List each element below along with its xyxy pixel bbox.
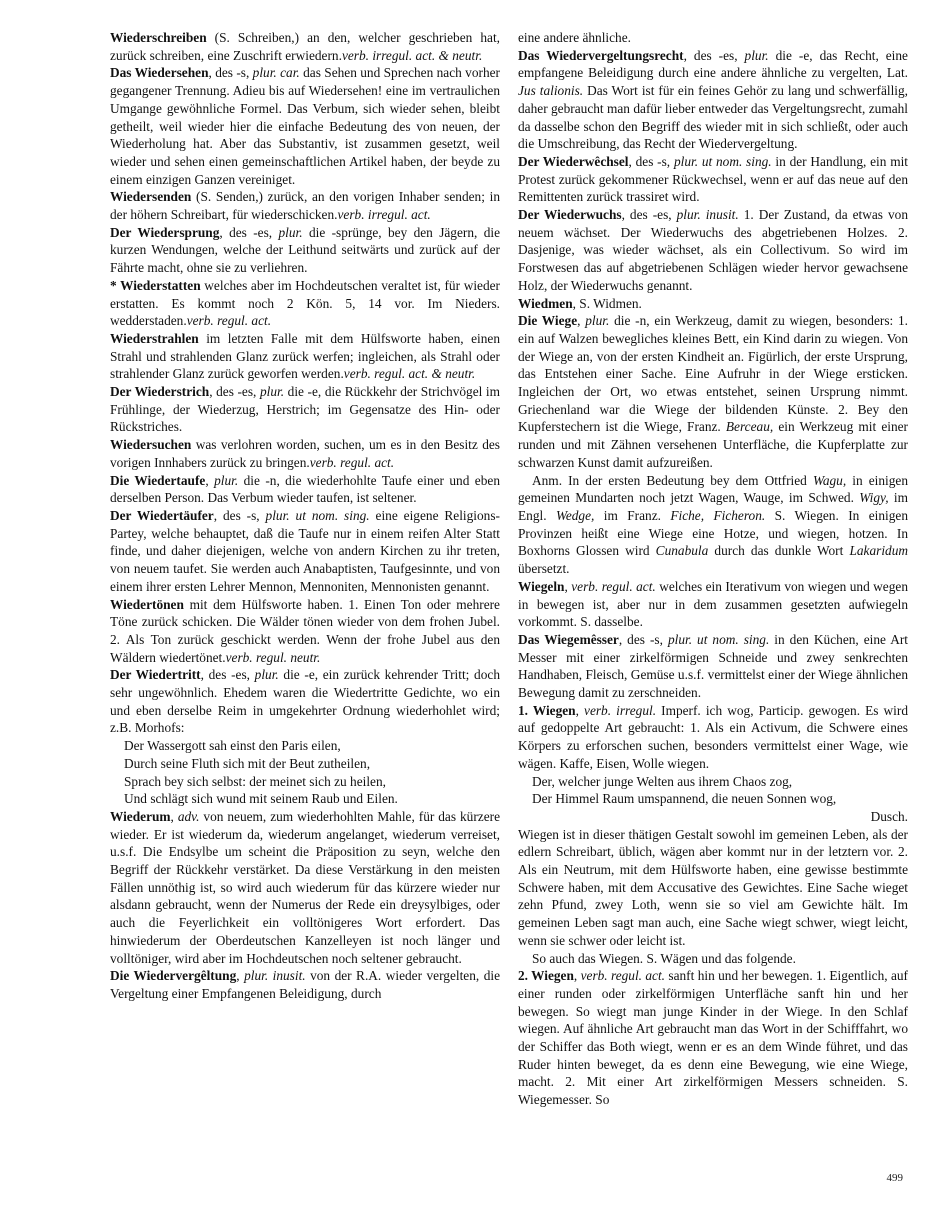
- grammar-note: plur.: [744, 47, 769, 63]
- dictionary-entry: [110, 472, 500, 507]
- entry-text: eine eigene Religions-Partey, welche behauptet, daß die Taufe nur in einem reifen Alter Statt finde, und daher diejenigen, welche von andern Kirchen zu ihr treten, von neuem taufet. Sie werden auch Anabaptisten, Taufgesinnte, und von einem ihrer ersten Lehrer Mennon, Mennoniten, Mennonisten genannt.: [110, 507, 500, 594]
- entry-text: ,: [170, 808, 178, 824]
- grammar-note: Fiche, Ficheron.: [670, 507, 766, 523]
- entry-text: ,: [575, 702, 585, 718]
- grammar-note: Wigy,: [859, 490, 889, 506]
- verse-line: Der Himmel Raum umspannend, die neuen Sonnen wog,: [532, 791, 837, 807]
- entry-headword: * Wiederstatten: [110, 277, 201, 293]
- entry-text: im letzten Falle mit dem Hülfsworte haben, einen Strahl und strahlenden Glanz zurück werfen; ingleichen, als Strahl oder strahlender Glanz zurück geworfen werden.: [110, 330, 500, 382]
- grammar-note: verb. regul. act.: [580, 968, 666, 984]
- grammar-note: plur. ut nom. sing.: [667, 631, 770, 647]
- entry-text: Anm. In der ersten Bedeutung bey dem Ottfried: [532, 472, 813, 488]
- entry-text: , des -es,: [219, 224, 279, 240]
- grammar-note: verb. irregul.: [584, 702, 657, 718]
- entry-text: S. Wiegen. In einigen Provinzen heißt eine Wiege eine Hotze, und wiegen, hotzen. In Boxhorns Glossen wird: [518, 507, 908, 559]
- entry-text: die -n, die wiederhohlte Taufe einer und eben derselben Person. Das Verbum wieder taufen, ist seltener.: [110, 472, 501, 506]
- grammar-note: verb. regul. act.: [186, 313, 272, 329]
- grammar-note: verb. irregul. act. & neutr.: [341, 47, 483, 63]
- verse-line: Durch seine Fluth sich mit der Beut zutheilen,: [124, 755, 371, 771]
- grammar-note: verb. regul. act.: [309, 454, 395, 470]
- entry-text: , des -es,: [200, 667, 255, 683]
- entry-headword: Wiedersenden: [110, 189, 192, 205]
- entry-text: (S. Schreiben,) an den, welcher geschrieben hat, zurück schreiben, eine Zuschrift erwiedern.: [110, 30, 500, 63]
- entry-text: ,: [205, 472, 215, 488]
- dictionary-entry: [110, 666, 500, 737]
- entry-text: welches ein Iterativum von wiegen und wegen in bewegen ist, aber nur in dem zusammen gesetzten aufwiegeln vorkommt. S. dasselbe.: [518, 578, 908, 630]
- dictionary-entry: [518, 967, 908, 1109]
- grammar-note: verb. irregul. act.: [337, 207, 431, 223]
- dictionary-entry: [110, 383, 500, 436]
- entry-text: welches aber im Hochdeutschen veraltet ist, für wieder erstatten. Es kommt noch 2 Kön. 5, 14 vor. Im Nieders. wedderstaden.: [110, 277, 501, 329]
- grammar-note: plur.: [214, 472, 239, 488]
- entry-headword: 2. Wiegen: [518, 968, 574, 984]
- grammar-note: Wedge,: [555, 507, 595, 523]
- dictionary-entry: [110, 188, 500, 223]
- verse-author: Dusch.: [870, 808, 908, 824]
- entry-text: ein Werkzeug mit einer runden und mit Zähnen versehenen Unterfläche, die Kupferplatte zur schwarzen Kunst damit aufzureißen.: [518, 419, 908, 470]
- entry-headword: Wiederum: [110, 808, 171, 824]
- entry-text: in den Küchen, eine Art Messer mit einer zirkelförmigen Schneide und zwey senkrechten Handhaben, Fleisch, Gemüse u.s.f. vermittelst einer der Wiege ähnlichen Bewegung damit zu zerschneiden.: [518, 631, 909, 701]
- entry-headword: 1. Wiegen: [518, 702, 576, 718]
- dictionary-entry: [110, 507, 500, 596]
- entry-headword: Wiederschreiben: [110, 30, 207, 45]
- entry-text: in einigen gemeinen Mundarten noch jetzt Wagen, Wauge, im Schwed.: [518, 472, 908, 506]
- grammar-note: plur.: [585, 313, 610, 329]
- grammar-note: plur. car.: [252, 65, 300, 81]
- entry-headword: Das Wiedersehen: [110, 65, 209, 81]
- entry-text: Imperf. ich wog, Particip. gewogen. Es wird auf gedoppelte Art gebraucht: 1. Als ein Activum, die Schwere eines Körpers zu erforschen suchen, besonders vermittelst einer Wage, wie wägen. Kaffe, Eisen, Wolle wiegen.: [518, 702, 908, 771]
- entry-headword: Der Wiederwêchsel: [518, 153, 629, 169]
- entry-headword: Die Wiedervergêltung: [110, 968, 237, 984]
- entry-text: im Engl.: [518, 490, 908, 523]
- entry-text: sanft hin und her bewegen. 1. Eigentlich, auf einer runden oder zirkelförmigen Unterfläche sanft hin und her bewegen. So wiegt man junge Kinder in der Wiege. In den Schlaf wiegen. Auf ähnliche Art gebraucht man das Wort in der Schifffahrt, wo der Schiffer das Both wiegt, wenn er es an dem Winde führet, und das Ruder hinten beweget, da es denn eine Bewegung, wie eine Wiege, macht. 2. Mit einer Art zirkelförmigen Messers schneiden. S. Wiegemesser. So: [518, 968, 908, 1108]
- entry-text: Das Wort ist für ein feines Gehör zu lang und schwerfällig, daher gebraucht man dafür lieber entweder das Vergeltungsrecht, zumahl da dasselbe schon den Begriff des wieder mit in sich schließt, oder auch die Umschreibung, das Recht der Wiedervergeltung.: [518, 83, 908, 152]
- entry-text: , des -s,: [208, 65, 253, 81]
- entry-text: , des -s,: [213, 507, 266, 523]
- right-entries: [518, 29, 908, 773]
- entry-text: Wiegen ist in dieser thätigen Gestalt sowohl im gemeinen Leben, als der edlern Schreibart, üblich, wägen aber kommt nur in der letztern vor. 2. Als ein Neutrum, mit dem Hülfsworte haben, eine gewisse bestimmte Schwere haben, mit dem Accusative des Gewichtes. Eine Sache wieget zehn Pfund, zwey Loth, wenn sie so viel am Gewichte hält. Im gemeinen Leben sagt man auch, eine Sache wiegt schwer, wiegt leicht, wenn sie schwer oder leicht ist.: [518, 826, 908, 948]
- entry-text: die -e, die Rückkehr der Strichvögel im Frühlinge, der Wiederzug, Herstrich; im Gegensatze des Hin- oder Rückstriches.: [110, 384, 501, 435]
- entry-text: die -e, ein zurück kehrender Tritt; doch sehr ungewöhnlich. Ehedem waren die Wiedertritte Gedichte, wo ein und eben derselbe Reim in umgekehrter Ordnung wiederhohlet wird; z.B. Morhofs:: [110, 667, 500, 736]
- dictionary-entry: [110, 808, 500, 967]
- entry-text: ,: [564, 578, 572, 594]
- entry-text: eine andere ähnliche.: [518, 30, 631, 45]
- left-entries-continued: [110, 808, 500, 1003]
- left-verse: [124, 737, 500, 808]
- entry-text: ,: [573, 968, 581, 984]
- entry-text: , des -es,: [209, 384, 260, 400]
- grammar-note: plur. inusit.: [244, 968, 306, 984]
- dictionary-entry: [110, 277, 500, 330]
- dictionary-entry: [518, 295, 908, 313]
- dictionary-entry: [110, 436, 500, 471]
- dictionary-entry: [110, 64, 500, 188]
- entry-headword: Wiegeln: [518, 578, 565, 594]
- entry-text: , S. Widmen.: [572, 295, 642, 311]
- grammar-note: Lakaridum: [849, 543, 909, 559]
- grammar-note: verb. regul. neutr.: [225, 649, 321, 665]
- entry-headword: Der Wiedertäufer: [110, 507, 214, 523]
- right-entries-continued: [518, 826, 908, 1109]
- grammar-note: plur.: [254, 667, 279, 683]
- grammar-note: Berceau,: [725, 419, 774, 435]
- grammar-note: Cunabula: [655, 543, 709, 559]
- right-verse: [532, 773, 908, 808]
- dictionary-entry: [110, 330, 500, 383]
- dictionary-entry: [518, 29, 908, 47]
- entry-headword: Der Wiedersprung: [110, 224, 220, 240]
- entry-headword: Der Wiedertritt: [110, 667, 201, 683]
- entry-text: in der Handlung, ein mit Protest zurück gekommener Rückwechsel, wenn er auf das neue auf den Remittenten zurück trassiret wird.: [518, 153, 909, 205]
- entry-text: ,: [577, 313, 586, 329]
- dictionary-entry: [110, 596, 500, 667]
- dictionary-entry: [518, 578, 908, 631]
- entry-text: , des -es,: [621, 207, 677, 223]
- entry-headword: Wiedmen: [518, 295, 573, 311]
- entry-headword: Wiedersuchen: [110, 437, 192, 453]
- entry-headword: Der Wiederwuchs: [518, 207, 622, 223]
- entry-text: , des -s,: [628, 153, 674, 169]
- entry-headword: Die Wiege: [518, 313, 578, 329]
- grammar-note: verb. regul. act. & neutr.: [343, 366, 476, 382]
- dictionary-entry: [518, 312, 908, 471]
- entry-text: übersetzt.: [518, 561, 570, 577]
- grammar-note: plur.: [259, 384, 285, 400]
- entry-text: durch das dunkle Wort: [708, 543, 850, 559]
- verse-line: Der, welcher junge Welten aus ihrem Chaos zog,: [532, 773, 793, 789]
- grammar-note: verb. regul. act.: [571, 578, 656, 594]
- grammar-note: adv.: [177, 808, 200, 824]
- entry-headword: Wiederstrahlen: [110, 330, 199, 346]
- dictionary-entry: [110, 967, 500, 1002]
- dictionary-entry: [110, 224, 500, 277]
- entry-text: die -sprünge, bey den Jägern, die kurzen Wendungen, welche der Leithund seitwärts und zurück auf der Fährte macht, ohne sie zu verliehren.: [110, 224, 501, 276]
- grammar-note: plur. inusit.: [676, 207, 739, 223]
- entry-headword: Das Wiedervergeltungsrecht: [518, 47, 684, 63]
- grammar-note: plur. ut nom. sing.: [673, 153, 772, 169]
- entry-text: von der R.A. wieder vergelten, die Vergeltung einer Empfangenen Beleidigung, durch: [110, 968, 500, 1001]
- entry-text: die -e, das Recht, eine empfangene Beleidigung durch eine andere ähnliche zu vergelten, Lat.: [518, 47, 908, 81]
- entry-text: (S. Senden,) zurück, an den vorigen Inhaber senden; in der höhern Schreibart, für wiederschicken.: [110, 189, 500, 223]
- entry-text: von neuem, zum wiederhohlten Mahle, für das kürzere wieder. Er ist wiederum da, wiederum angelanget, wiederum verreiset, u.s.f. Die Endsylbe um scheint die Präposition zu seyn, welche den Begriff der Rückkehr verstärket. Da diese Verstärkung in den meisten Fällen unnöthig ist, so wird auch wiederum für das kürzere wieder nur alsdann gebraucht, wenn der Numerus der Rede ein dreysylbiges, oder auch die Feyerlichkeit ein volltönigeres Wort erfordert. Das hinwiederum der Oberdeutschen Kanzelleyen ist noch länger und volltöniger, wird aber im Hochdeutschen noch seltener gebraucht.: [110, 808, 500, 966]
- right-column: [518, 29, 908, 1210]
- entry-text: was verlohren worden, suchen, um es in den Besitz des vorigen Innhabers zurück zu bringen.: [110, 437, 500, 470]
- entry-headword: Der Wiederstrich: [110, 384, 210, 400]
- dictionary-entry: [518, 153, 908, 206]
- page-number: 499: [886, 1172, 903, 1184]
- dictionary-entry: [518, 950, 908, 968]
- dictionary-entry: [518, 206, 908, 295]
- grammar-note: Jus talionis.: [518, 83, 584, 99]
- entry-text: das Sehen und Sprechen nach vorher gegangener Trennung. Adieu bis auf Wiedersehen! eine im vertraulichen Umgange gewöhnliche Formel. Das Verbum, sich wieder sehen, bleibt getheilt, weil wieder hier die einfache Bedeutung des von neuen, der Wiederholung hat. Aber das Substantiv, ist zusammen gesetzt, weil wieder und sehen einen gemeinschaftlichen Artikel haben, der beyde zu einem einzigen Ganzen vereiniget.: [110, 65, 500, 187]
- grammar-note: plur. ut nom. sing.: [265, 507, 370, 523]
- entry-headword: Die Wiedertaufe: [110, 472, 206, 488]
- dictionary-entry: [518, 826, 908, 950]
- verse-line: Und schlägt sich wund mit seinem Raub und Eilen.: [124, 791, 398, 807]
- verse-line: Sprach bey sich selbst: der meinet sich zu heilen,: [124, 773, 386, 789]
- entry-text: , des -s,: [618, 631, 668, 647]
- entry-text: ,: [236, 968, 245, 984]
- entry-text: So auch das Wiegen. S. Wägen und das folgende.: [532, 950, 796, 966]
- left-column: [110, 29, 500, 1210]
- dictionary-entry: [518, 47, 908, 153]
- entry-text: 1. Der Zustand, da etwas von neuem wächset. Der Wiederwuchs des abgetriebenen Holzes. 2. Dasjenige, was wieder wächset, als ein Collectivum. So wird im Forstwesen das auf abgetriebenen Schlägen wieder hervor gewachsene Holz, der Wiederwuchs genannt.: [518, 207, 909, 293]
- entry-text: , des -es,: [683, 47, 745, 63]
- entry-text: mit dem Hülfsworte haben. 1. Einen Ton oder mehrere Töne zurück schicken. Die Wälder tönen wieder von dem frohen Jubel. 2. Als Ton zurück geschickt werden. Wenn der frohe Jubel aus den Wäldern wiedertönet.: [110, 596, 500, 665]
- dictionary-entry: [518, 702, 908, 773]
- grammar-note: plur.: [278, 224, 303, 240]
- verse-line: Der Wassergott sah einst den Paris eilen,: [124, 738, 341, 754]
- dictionary-entry: [518, 472, 908, 578]
- dictionary-entry: [518, 631, 908, 702]
- entry-text: im Franz.: [594, 507, 671, 523]
- entry-headword: Das Wiegemêsser: [518, 631, 619, 647]
- left-entries: [110, 29, 500, 737]
- entry-text: die -n, ein Werkzeug, damit zu wiegen, besonders: 1. ein auf Walzen bewegliches kleines Bett, ein Kind darin zu wiegen. Von der Wiege an, von der ersten Kindheit an. Figürlich, der erste Ursprung, das Entstehen einer Sache. Eine Aufruhr in der Wiege ersticken. Ingleichen der Ort, wo etwas entstehet, seinen Ursprung nimmt. Griechenland war die Wiege der bildenden Künste. 2. Bey den Kupferstechern ist die Wiege, Franz.: [518, 313, 909, 435]
- entry-headword: Wiedertönen: [110, 596, 184, 612]
- dictionary-entry: [110, 29, 500, 64]
- grammar-note: Wagu,: [812, 472, 847, 488]
